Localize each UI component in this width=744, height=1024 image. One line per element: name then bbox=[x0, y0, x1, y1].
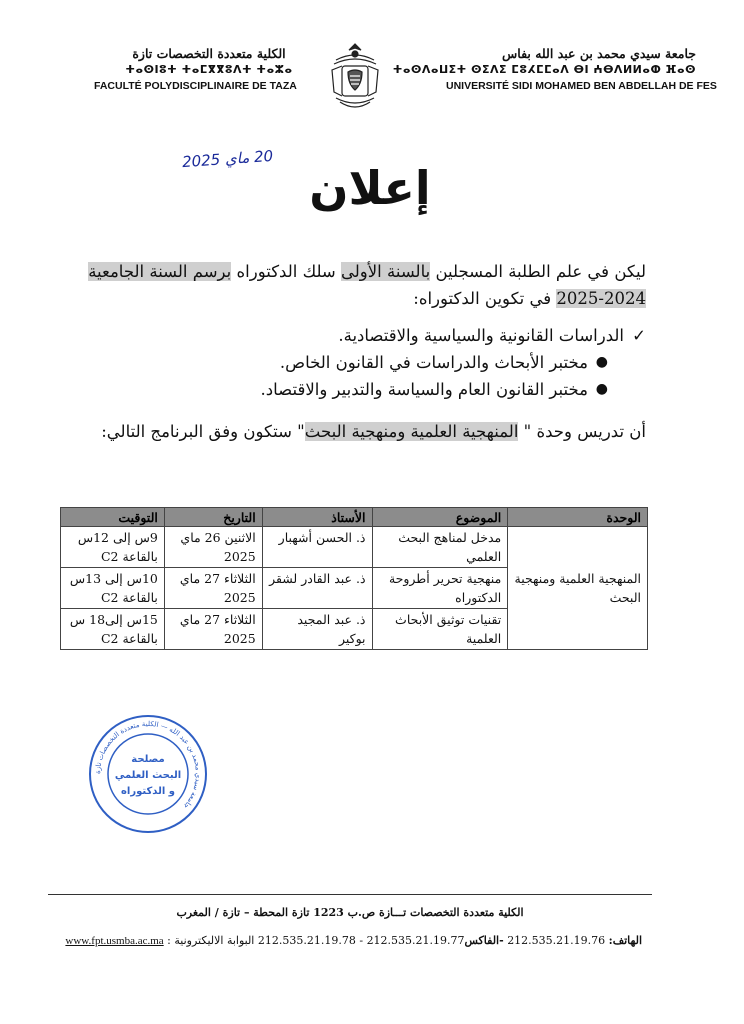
fax-label: -الفاكس bbox=[464, 934, 504, 947]
professor-cell: ذ. عبد القادر لشقر bbox=[262, 568, 372, 609]
intro-text: ليكن في علم الطلبة المسجلين bbox=[430, 262, 646, 281]
intro-text: سلك الدكتوراه bbox=[231, 262, 342, 281]
list-item bbox=[86, 349, 646, 376]
phone-number: 212.535.21.19.76 bbox=[503, 934, 609, 947]
page-title: إعلان bbox=[309, 161, 431, 215]
university-emblem-icon bbox=[328, 40, 382, 114]
portal-label: البوابة الاليكترونية : bbox=[163, 934, 255, 947]
column-header-time: التوقيت bbox=[61, 508, 165, 527]
time-cell: 9س إلى 12س بالقاعة C2 bbox=[61, 527, 165, 568]
column-header-topic: الموضوع bbox=[372, 508, 508, 527]
faculty-name-fr: FACULTÉ POLYDISCIPLINAIRE DE TAZA bbox=[94, 80, 297, 92]
topic-cell: مدخل لمناهج البحث العلمي bbox=[372, 527, 508, 568]
topic-cell: تقنيات توثيق الأبحاث العلمية bbox=[372, 609, 508, 650]
list-item-label: مختبر الأبحاث والدراسات في القانون الخاص. bbox=[279, 353, 588, 372]
faculty-name-ar: الكلية متعددة التخصصات تازة bbox=[132, 46, 286, 61]
highlight-first-year: بالسنة الأولى bbox=[341, 262, 431, 281]
column-header-unit: الوحدة bbox=[508, 508, 648, 527]
program-text: أن تدريس وحدة " bbox=[518, 422, 646, 441]
stamp-ring-text: جامعة سيدي محمد بن عبد الله — الكلية متعددة التخصصات تازة bbox=[93, 719, 203, 811]
program-text: " ستكون وفق البرنامج التالي: bbox=[101, 422, 305, 441]
official-stamp bbox=[86, 712, 210, 836]
fax-number: 212.535.21.19.77 - 212.535.21.19.78 bbox=[254, 934, 465, 947]
table-header-row bbox=[61, 508, 648, 527]
announcement-intro bbox=[86, 258, 646, 312]
list-item bbox=[86, 322, 646, 349]
bullet-icon: ● bbox=[595, 354, 608, 370]
faculty-name-tifinagh: ⵜⴰⵙⵏⵓⵜ ⵜⴰⵎⴳⴳⵓⴷⵜ ⵜⴰⵣⴰ bbox=[125, 63, 293, 76]
highlight-unit-name: المنهجية العلمية ومنهجية البحث bbox=[304, 422, 519, 441]
stamp-line-3: و الدكتوراه bbox=[121, 786, 175, 797]
table-row bbox=[61, 527, 648, 568]
faculty-header bbox=[94, 46, 324, 94]
professor-cell: ذ. عبد المجيد بوكير bbox=[262, 609, 372, 650]
checkmark-icon: ✓ bbox=[632, 326, 646, 345]
website-link[interactable]: www.fpt.usmba.ac.ma bbox=[65, 935, 164, 947]
announcement-program bbox=[86, 418, 646, 445]
program-list bbox=[86, 322, 646, 403]
university-name-tifinagh: ⵜⴰⵙⴷⴰⵡⵉⵜ ⵙⵉⴷⵉ ⵎⵓⵃⵎⵎⴰⴷ ⴱⵏ ⵄⴱⴷⵍⵍⴰⵀ ⴼⴰⵙ bbox=[392, 63, 696, 76]
footer-address: الكلية متعددة التخصصات تـــازة ص.ب 1223 تازة المحطة – تازة / المغرب bbox=[176, 906, 524, 919]
footer-divider bbox=[48, 894, 652, 895]
list-item-label: مختبر القانون العام والسياسة والتدبير والاقتصاد. bbox=[260, 380, 588, 399]
stamp-line-2: البحث العلمي bbox=[114, 770, 182, 781]
column-header-professor: الأستاذ bbox=[262, 508, 372, 527]
stamp-line-1: مصلحة bbox=[131, 754, 165, 765]
topic-cell: منهجية تحرير أطروحة الدكتوراه bbox=[372, 568, 508, 609]
schedule-table bbox=[60, 507, 648, 650]
unit-cell: المنهجية العلمية ومنهجية البحث bbox=[508, 527, 648, 650]
date-cell: الثلاثاء 27 ماي 2025 bbox=[164, 568, 262, 609]
date-cell: الثلاثاء 27 ماي 2025 bbox=[164, 609, 262, 650]
list-item bbox=[86, 376, 646, 403]
footer-contact bbox=[65, 934, 642, 947]
intro-text: في تكوين الدكتوراه: bbox=[413, 289, 557, 308]
handwritten-date: 20 ماي 2025 bbox=[181, 146, 274, 172]
time-cell: 15س إلى18 س بالقاعة C2 bbox=[61, 609, 165, 650]
university-header bbox=[392, 46, 717, 94]
highlight-academic-year: برسم السنة الجامعية 2024-2025 bbox=[88, 262, 646, 308]
phone-label: الهاتف: bbox=[608, 934, 642, 947]
list-item-label: الدراسات القانونية والسياسية والاقتصادية. bbox=[338, 326, 624, 345]
column-header-date: التاريخ bbox=[164, 508, 262, 527]
university-name-ar: جامعة سيدي محمد بن عبد الله بفاس bbox=[502, 46, 696, 61]
bullet-icon: ● bbox=[595, 381, 608, 397]
university-name-fr: UNIVERSITÉ SIDI MOHAMED BEN ABDELLAH DE FES bbox=[446, 80, 717, 92]
date-cell: الاثنين 26 ماي 2025 bbox=[164, 527, 262, 568]
professor-cell: ذ. الحسن أشهبار bbox=[262, 527, 372, 568]
time-cell: 10س إلى 13س بالقاعة C2 bbox=[61, 568, 165, 609]
